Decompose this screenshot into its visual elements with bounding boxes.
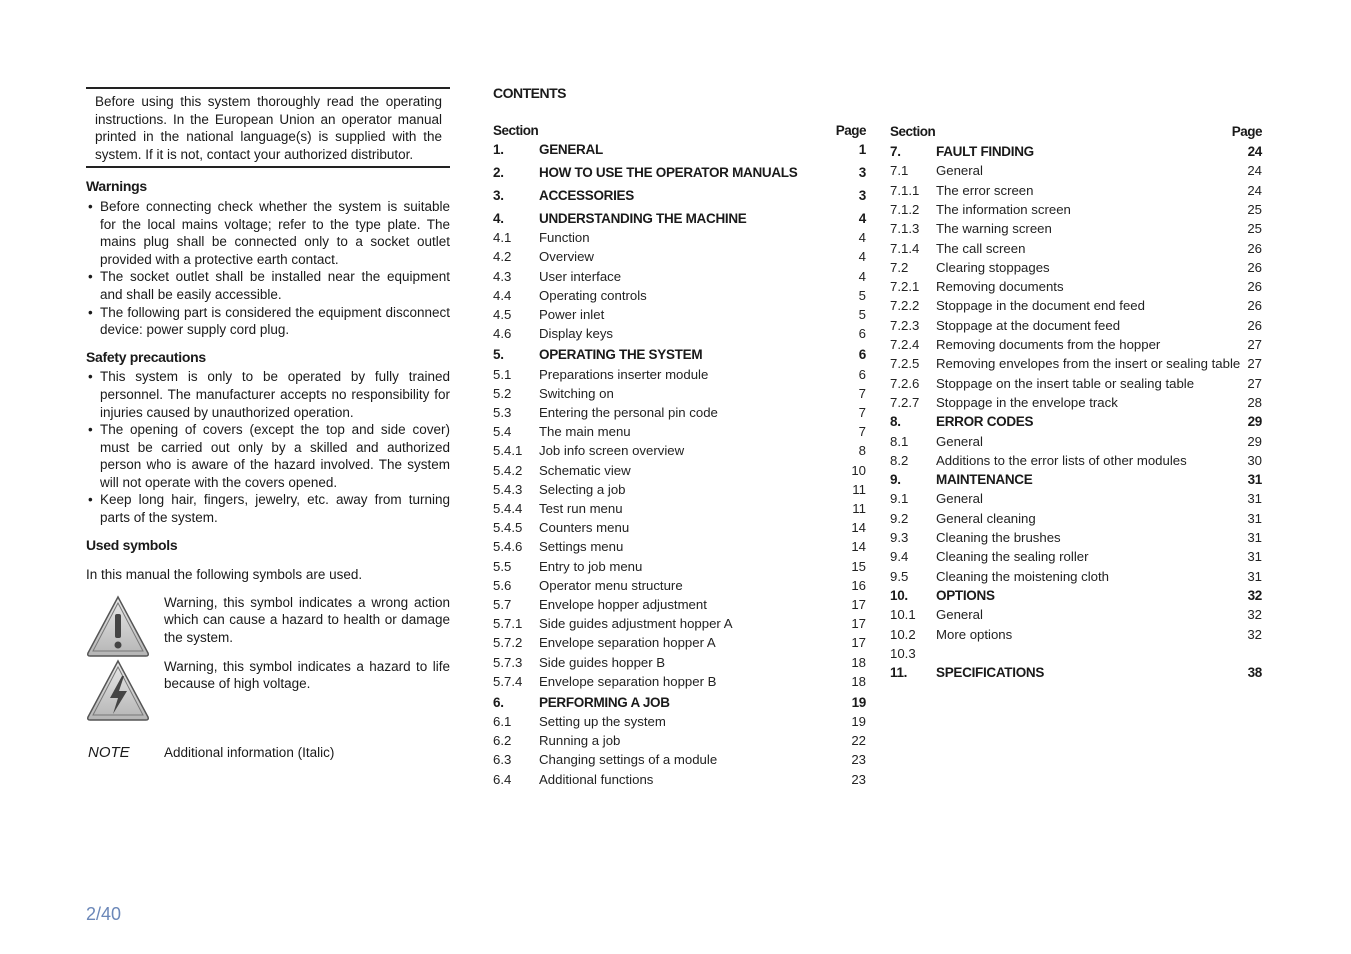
toc-number: 5.3 xyxy=(493,404,512,420)
toc-page: 32 xyxy=(1247,587,1262,603)
warnings-heading: Warnings xyxy=(86,178,147,195)
toc-title: Envelope separation hopper A xyxy=(539,635,716,651)
page-number: 2/40 xyxy=(86,904,122,924)
toc-entry xyxy=(493,422,866,441)
toc-page: 11 xyxy=(852,500,866,516)
toc-title: Removing envelopes from the insert or sealing table xyxy=(936,356,1241,372)
toc-entry xyxy=(493,228,866,247)
toc-number: 7.2.6 xyxy=(890,375,920,391)
toc-title: Test run menu xyxy=(539,500,623,516)
toc-title: GENERAL xyxy=(539,142,603,157)
toc-title: Power inlet xyxy=(539,307,605,322)
toc-page: 7 xyxy=(858,404,866,420)
toc-number: 10. xyxy=(890,587,908,603)
list-item: • Keep long hair, fingers, jewelry, etc. away from turning parts of the system. xyxy=(86,491,450,526)
toc-page: 8 xyxy=(858,443,866,459)
toc-entry xyxy=(493,305,866,324)
toc-number: 7.1.3 xyxy=(890,221,920,237)
toc-title: Display keys xyxy=(539,326,614,342)
toc-number: 4.4 xyxy=(493,287,512,303)
toc-title: Selecting a job xyxy=(539,481,626,497)
toc-entry xyxy=(890,374,1262,393)
toc-entry xyxy=(890,277,1262,296)
toc-number: 9.5 xyxy=(890,568,909,584)
safety-list xyxy=(86,368,450,526)
warnings-list xyxy=(86,198,450,339)
toc-number: 7.2.2 xyxy=(890,298,920,314)
list-item: • Before connecting check whether the system is suitable for the local mains voltage; refer to the type plate. The mains plug shall be connected only to a socket outlet provided with a protective earth contact. xyxy=(86,198,450,268)
toc-page: 32 xyxy=(1247,607,1262,623)
toc-title: Setting up the system xyxy=(539,714,666,729)
toc-title: Stoppage in the document end feed xyxy=(936,298,1145,314)
toc-title: User interface xyxy=(539,268,622,284)
toc-number: 5. xyxy=(493,347,504,363)
toc-number: 4.3 xyxy=(493,268,512,284)
toc-entry xyxy=(890,181,1262,200)
toc-page: 31 xyxy=(1247,491,1262,507)
toc-page: 4 xyxy=(858,211,866,226)
toc-number: 11. xyxy=(890,665,908,681)
toc-page: 23 xyxy=(851,771,866,787)
toc-entry xyxy=(890,586,1262,605)
toc-left-column xyxy=(493,123,866,803)
toc-title: Job info screen overview xyxy=(539,443,685,459)
toc-title: Stoppage on the insert table or sealing table xyxy=(936,375,1195,391)
toc-page: 6 xyxy=(858,366,866,382)
toc-page: 31 xyxy=(1247,549,1262,565)
intro-notice: Before using this system thoroughly read the operating instructions. In the European Union an operator manual printed in the national language(s) is supplied with the system. If it is not, contact your authorized distributor. xyxy=(86,87,450,168)
list-item: • The following part is considered the equipment disconnect device: power supply cord plug. xyxy=(86,304,450,339)
toc-number: 6. xyxy=(493,694,504,710)
toc-page: 11 xyxy=(852,481,866,497)
toc-entry xyxy=(890,644,1262,663)
toc-page: 25 xyxy=(1247,221,1262,237)
toc-number: 4.2 xyxy=(493,249,512,265)
toc-number: 7.2 xyxy=(890,259,909,275)
toc-page: 25 xyxy=(1247,201,1262,217)
toc-page: 17 xyxy=(851,616,866,632)
toc-entry xyxy=(493,365,866,384)
toc-title: OPTIONS xyxy=(936,587,995,603)
toc-title: Cleaning the sealing roller xyxy=(936,549,1089,565)
toc-page: 19 xyxy=(851,714,866,729)
toc-number: 5.1 xyxy=(493,366,512,382)
toc-page: 24 xyxy=(1247,144,1262,159)
toc-title: UNDERSTANDING THE MACHINE xyxy=(539,211,747,226)
list-item: • The socket outlet shall be installed near the equipment and shall be easily accessible. xyxy=(86,268,450,303)
toc-page: 18 xyxy=(851,673,866,689)
toc-page: 1 xyxy=(858,142,866,157)
toc-title: Clearing stoppages xyxy=(936,259,1050,275)
toc-page: 23 xyxy=(851,752,866,768)
toc-title: The warning screen xyxy=(936,221,1052,237)
toc-page: 31 xyxy=(1247,530,1262,545)
toc-number: 9. xyxy=(890,472,901,488)
toc-page: 17 xyxy=(851,635,866,651)
toc-number: 7.1.4 xyxy=(890,240,920,256)
toc-entry xyxy=(890,547,1262,566)
toc-title: OPERATING THE SYSTEM xyxy=(539,347,703,363)
toc-title: SPECIFICATIONS xyxy=(936,665,1045,681)
toc-page: 26 xyxy=(1247,298,1262,314)
toc-title: General cleaning xyxy=(936,510,1036,526)
toc-number: 5.7.4 xyxy=(493,673,523,689)
toc-entry xyxy=(890,316,1262,335)
toc-title: Side guides hopper B xyxy=(539,654,666,670)
section-header: Section xyxy=(493,123,539,138)
toc-entry xyxy=(493,614,866,633)
toc-title: The call screen xyxy=(936,240,1026,256)
toc-title: Cleaning the brushes xyxy=(936,530,1061,545)
toc-page: 31 xyxy=(1247,568,1262,584)
toc-entry xyxy=(493,499,866,518)
toc-entry xyxy=(890,161,1262,180)
toc-title: Changing settings of a module xyxy=(539,752,718,768)
toc-page: 6 xyxy=(858,326,866,342)
warning-triangle-icon xyxy=(86,594,150,658)
toc-page: 14 xyxy=(851,520,866,536)
safety-heading: Safety precautions xyxy=(86,348,206,365)
list-item: • The opening of covers (except the top and side cover) must be carried out only by a skilled and authorized person who is aware of the hazard involved. The system will not operate with the covers opened. xyxy=(86,421,450,491)
toc-title: Operator menu structure xyxy=(539,577,683,593)
toc-number: 7. xyxy=(890,144,901,159)
toc-entry xyxy=(890,142,1262,161)
toc-entry xyxy=(493,186,866,205)
toc-page: 5 xyxy=(858,287,866,303)
toc-number: 5.4.6 xyxy=(493,539,523,555)
toc-page: 28 xyxy=(1247,394,1262,410)
toc-title: ERROR CODES xyxy=(936,414,1034,430)
toc-title: PERFORMING A JOB xyxy=(539,694,670,710)
toc-entry xyxy=(493,480,866,499)
toc-page: 26 xyxy=(1247,240,1262,256)
toc-number: 7.1.2 xyxy=(890,201,920,217)
toc-right-column xyxy=(890,124,1262,704)
toc-title: Entering the personal pin code xyxy=(539,404,718,420)
toc-number: 7.2.1 xyxy=(890,279,920,295)
toc-page: 4 xyxy=(858,268,866,284)
toc-entry xyxy=(493,576,866,595)
list-item: • This system is only to be operated by fully trained personnel. The manufacturer accepts no responsibility for injuries caused by unauthorized operation. xyxy=(86,368,450,421)
toc-page: 27 xyxy=(1247,356,1262,372)
toc-entry xyxy=(890,470,1262,489)
toc-title: MAINTENANCE xyxy=(936,472,1033,488)
toc-number: 5.4 xyxy=(493,424,512,440)
warning-symbol-row xyxy=(86,594,450,658)
toc-entry xyxy=(890,412,1262,431)
toc-page: 5 xyxy=(858,307,866,322)
toc-entry xyxy=(493,672,866,691)
toc-title: Envelope separation hopper B xyxy=(539,673,717,689)
warning-symbol-text: Warning, this symbol indicates a wrong action which can cause a hazard to health or damage the system. xyxy=(164,594,450,646)
toc-entry xyxy=(890,258,1262,277)
toc-entry xyxy=(493,461,866,480)
toc-page: 3 xyxy=(858,165,866,180)
toc-entry xyxy=(493,595,866,614)
toc-number: 6.4 xyxy=(493,771,512,787)
voltage-symbol-text: Warning, this symbol indicates a hazard to life because of high voltage. xyxy=(164,658,450,692)
toc-number: 4.5 xyxy=(493,307,512,322)
toc-page: 4 xyxy=(858,230,866,246)
toc-entry xyxy=(890,509,1262,528)
toc-title: Operating controls xyxy=(539,287,647,303)
toc-title: Removing documents xyxy=(936,279,1064,295)
toc-number: 5.4.4 xyxy=(493,500,523,516)
toc-entry xyxy=(890,605,1262,624)
toc-number: 7.2.7 xyxy=(890,394,920,410)
toc-page: 4 xyxy=(858,249,866,265)
toc-number: 3. xyxy=(493,188,504,203)
toc-page: 38 xyxy=(1247,665,1262,681)
toc-entry xyxy=(493,633,866,652)
toc-title: Switching on xyxy=(539,385,614,401)
toc-number: 10.3 xyxy=(890,645,916,661)
toc-page: 19 xyxy=(851,694,866,710)
toc-entry xyxy=(493,267,866,286)
toc-title: The information screen xyxy=(936,201,1071,217)
toc-page: 31 xyxy=(1247,510,1262,526)
toc-entry xyxy=(890,432,1262,451)
toc-title: Preparations inserter module xyxy=(539,366,709,382)
toc-title: The main menu xyxy=(539,424,631,440)
toc-page: 18 xyxy=(851,654,866,670)
toc-number: 9.4 xyxy=(890,549,909,565)
contents-title: CONTENTS xyxy=(493,85,566,101)
toc-page: 24 xyxy=(1247,182,1262,198)
toc-title: Side guides adjustment hopper A xyxy=(539,616,733,632)
symbols-heading: Used symbols xyxy=(86,536,178,553)
toc-title: HOW TO USE THE OPERATOR MANUALS xyxy=(539,165,798,180)
toc-entry xyxy=(493,286,866,305)
toc-entry xyxy=(890,335,1262,354)
toc-title: Function xyxy=(539,230,590,246)
toc-entry xyxy=(890,663,1262,682)
toc-entry xyxy=(493,557,866,576)
toc-page: 26 xyxy=(1247,279,1262,295)
toc-number: 5.4.2 xyxy=(493,462,523,478)
toc-entry xyxy=(890,239,1262,258)
left-column xyxy=(86,87,450,761)
toc-number: 5.5 xyxy=(493,558,512,574)
toc-number: 4. xyxy=(493,211,504,226)
toc-entry xyxy=(890,219,1262,238)
toc-number: 6.3 xyxy=(493,752,512,768)
toc-number: 6.1 xyxy=(493,714,512,729)
toc-page: 32 xyxy=(1247,626,1262,642)
toc-title: Running a job xyxy=(539,733,621,749)
toc-title: Entry to job menu xyxy=(539,558,643,574)
toc-entry xyxy=(890,451,1262,470)
toc-number: 8.2 xyxy=(890,452,909,468)
page-header: Page xyxy=(1231,124,1262,139)
note-row xyxy=(86,744,450,762)
toc-entry xyxy=(493,693,866,712)
high-voltage-icon xyxy=(86,658,150,722)
toc-page: 29 xyxy=(1247,414,1262,430)
toc-entry xyxy=(890,489,1262,508)
toc-entry xyxy=(493,770,866,789)
toc-title: Overview xyxy=(539,249,594,265)
toc-page: 3 xyxy=(858,188,866,203)
page-header: Page xyxy=(835,123,866,138)
toc-title: The error screen xyxy=(936,182,1034,198)
toc-entry xyxy=(493,384,866,403)
toc-page: 17 xyxy=(851,596,866,612)
toc-page: 14 xyxy=(851,539,866,555)
toc-page: 26 xyxy=(1247,317,1262,333)
toc-entry xyxy=(890,528,1262,547)
toc-number: 2. xyxy=(493,165,504,180)
toc-number: 5.7.1 xyxy=(493,616,523,632)
toc-number: 7.2.5 xyxy=(890,356,920,372)
toc-page: 7 xyxy=(858,385,866,401)
toc-entry xyxy=(493,247,866,266)
toc-page: 29 xyxy=(1247,433,1262,449)
voltage-symbol-row xyxy=(86,658,450,722)
toc-number: 5.7.3 xyxy=(493,654,523,670)
toc-entry xyxy=(493,441,866,460)
toc-title: Additions to the error lists of other modules xyxy=(936,452,1187,468)
toc-number: 5.7.2 xyxy=(493,635,523,651)
toc-entry xyxy=(890,625,1262,644)
toc-entry xyxy=(493,712,866,731)
toc-number: 5.4.5 xyxy=(493,520,523,536)
toc-page: 7 xyxy=(858,424,866,440)
toc-number: 9.1 xyxy=(890,491,909,507)
toc-entry xyxy=(493,403,866,422)
toc-title: Stoppage in the envelope track xyxy=(936,394,1118,410)
toc-number: 4.1 xyxy=(493,230,512,246)
toc-number: 5.2 xyxy=(493,385,512,401)
toc-page: 15 xyxy=(851,558,866,574)
toc-title: General xyxy=(936,491,983,507)
toc-title: General xyxy=(936,433,983,449)
toc-number: 10.1 xyxy=(890,607,916,623)
toc-number: 7.2.3 xyxy=(890,317,920,333)
toc-title: Schematic view xyxy=(539,462,631,478)
toc-page: 22 xyxy=(851,733,866,749)
toc-entry xyxy=(890,567,1262,586)
toc-title: General xyxy=(936,607,983,623)
toc-entry xyxy=(493,537,866,556)
toc-number: 6.2 xyxy=(493,733,512,749)
toc-number: 4.6 xyxy=(493,326,512,342)
toc-title: FAULT FINDING xyxy=(936,144,1034,159)
toc-title: Removing documents from the hopper xyxy=(936,337,1161,352)
toc-number: 9.2 xyxy=(890,510,909,526)
toc-entry xyxy=(890,354,1262,373)
toc-number: 9.3 xyxy=(890,530,909,545)
toc-number: 5.6 xyxy=(493,577,512,593)
toc-entry xyxy=(493,750,866,769)
toc-title: Envelope hopper adjustment xyxy=(539,596,707,612)
toc-title: ACCESSORIES xyxy=(539,188,634,203)
section-header: Section xyxy=(890,124,936,139)
toc-page: 24 xyxy=(1247,163,1262,179)
toc-number: 8. xyxy=(890,414,901,430)
toc-entry xyxy=(493,324,866,343)
toc-entry xyxy=(493,731,866,750)
toc-number: 1. xyxy=(493,142,504,157)
toc-entry xyxy=(493,653,866,672)
toc-number: 7.1.1 xyxy=(890,182,920,198)
toc-page: 10 xyxy=(851,462,866,478)
toc-entry xyxy=(890,296,1262,315)
toc-page: 31 xyxy=(1247,472,1262,488)
toc-title: Cleaning the moistening cloth xyxy=(936,568,1110,584)
toc-entry xyxy=(493,163,866,182)
toc-title: Settings menu xyxy=(539,539,624,555)
toc-title: More options xyxy=(936,626,1013,642)
toc-number: 5.4.3 xyxy=(493,481,523,497)
toc-entry xyxy=(890,393,1262,412)
note-label: NOTE xyxy=(88,743,130,761)
toc-entry xyxy=(890,200,1262,219)
toc-title: Additional functions xyxy=(539,771,654,787)
toc-page: 6 xyxy=(858,347,866,363)
toc-number: 5.4.1 xyxy=(493,443,523,459)
toc-entry xyxy=(493,209,866,228)
toc-entry xyxy=(493,345,866,364)
toc-header xyxy=(493,123,866,141)
toc-entry xyxy=(493,140,866,159)
toc-number: 8.1 xyxy=(890,433,909,449)
toc-page: 30 xyxy=(1247,452,1262,468)
toc-page: 27 xyxy=(1247,337,1262,352)
toc-title: General xyxy=(936,163,983,179)
toc-page: 16 xyxy=(851,577,866,593)
toc-number: 5.7 xyxy=(493,596,512,612)
toc-number: 7.2.4 xyxy=(890,337,920,352)
symbols-intro: In this manual the following symbols are used. xyxy=(86,567,363,583)
toc-page: 27 xyxy=(1247,375,1262,391)
toc-entry xyxy=(493,518,866,537)
toc-number: 7.1 xyxy=(890,163,909,179)
toc-title: Counters menu xyxy=(539,520,630,536)
toc-header xyxy=(890,124,1262,142)
toc-title: Stoppage at the document feed xyxy=(936,317,1121,333)
note-text: Additional information (Italic) xyxy=(164,744,335,760)
toc-number: 10.2 xyxy=(890,626,916,642)
toc-page: 26 xyxy=(1247,259,1262,275)
